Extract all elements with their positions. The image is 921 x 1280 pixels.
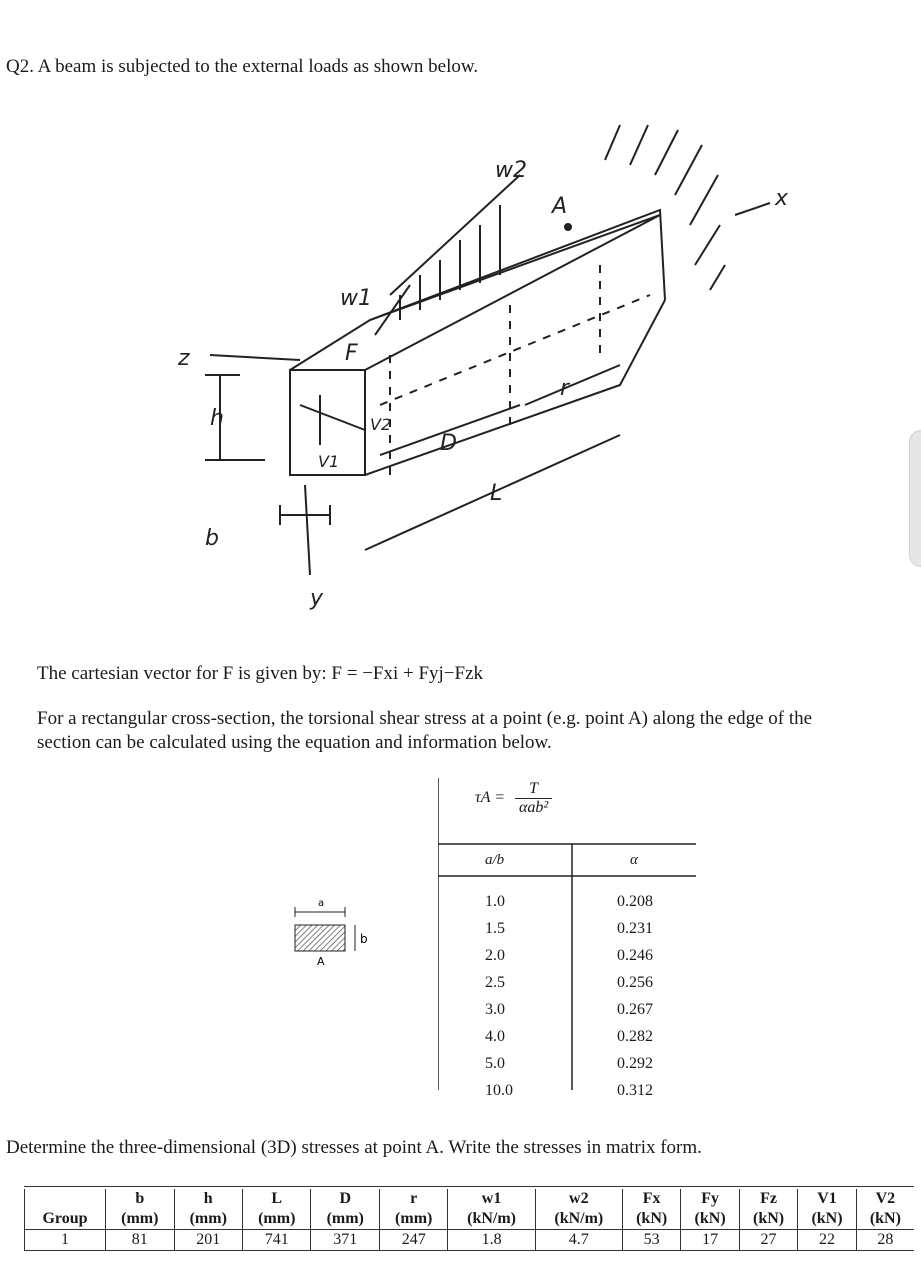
label-V2: V2 [370,415,392,434]
table-cell: 371 [311,1230,379,1251]
label-z: z [178,346,190,371]
unit-cell: (mm) [174,1209,242,1230]
point-A-marker [564,223,572,231]
symbol-cell: w2 [535,1189,622,1209]
symbol-cell: Fx [622,1189,680,1209]
label-A: A [552,194,568,219]
torsion-paragraph [37,707,917,755]
x-axis [735,203,770,215]
alpha-table-ab-column [485,888,513,1104]
table-row [25,1230,915,1251]
cs-label-a: a [318,898,325,909]
alpha-value: 0.312 [617,1082,653,1099]
table-cell: 201 [174,1230,242,1251]
label-x: x [775,186,789,211]
unit-cell: (kN/m) [535,1209,622,1230]
ab-value: 2.0 [485,947,505,964]
ab-value: 1.0 [485,893,505,910]
question-title: Q2. A beam is subjected to the external loads as shown below. [6,56,479,77]
paragraph-line-2: section can be calculated using the equation and information below. [37,731,552,753]
table-cell: 1.8 [448,1230,535,1251]
table-cell: 28 [856,1230,914,1251]
cross-section-rect [295,925,345,951]
alpha-value: 0.267 [617,1001,653,1018]
alpha-table-header-ab: a/b [485,852,505,868]
data-table [24,1189,914,1251]
table-cell: 1 [25,1230,106,1251]
unit-cell: (kN/m) [448,1209,535,1230]
table-cell: 22 [798,1230,856,1251]
alpha-value: 0.256 [617,974,653,991]
units-row [25,1209,915,1230]
unit-cell: (kN) [739,1209,797,1230]
unit-cell: (mm) [106,1209,174,1230]
label-b: b [205,526,219,551]
z-axis [210,355,300,360]
ab-value: 5.0 [485,1055,505,1072]
label-w1: w1 [340,286,372,311]
symbol-cell: V1 [798,1189,856,1209]
r-dimension [525,365,620,405]
table-cell: 741 [243,1230,311,1251]
alpha-value: 0.208 [617,893,653,910]
alpha-table-alpha-column [617,888,653,1104]
table-cell: 81 [106,1230,174,1251]
cs-label-b: b [360,932,368,946]
alpha-value: 0.231 [617,920,653,937]
unit-cell: (kN) [856,1209,914,1230]
beam-bottom-edge [365,300,665,475]
symbol-cell: D [311,1189,379,1209]
symbol-cell: b [106,1189,174,1209]
symbol-cell: L [243,1189,311,1209]
alpha-table-header-alpha: α [630,852,638,868]
label-L: L [490,481,503,506]
unit-cell: (mm) [311,1209,379,1230]
beam-figure [150,105,830,640]
alpha-value: 0.246 [617,947,653,964]
symbol-cell: w1 [448,1189,535,1209]
ab-value: 4.0 [485,1028,505,1045]
unit-cell: (kN) [681,1209,739,1230]
unit-cell: (mm) [243,1209,311,1230]
unit-cell: (mm) [379,1209,447,1230]
table-cell: 247 [379,1230,447,1251]
ab-value: 10.0 [485,1082,513,1099]
label-h: h [210,406,224,431]
wall-hatch [605,125,725,290]
beam-top-edge [370,210,665,320]
unit-cell: (kN) [798,1209,856,1230]
ab-value: 1.5 [485,920,505,937]
symbols-row [25,1189,915,1209]
unit-cell: (kN) [622,1209,680,1230]
alpha-value: 0.282 [617,1028,653,1045]
ab-value: 3.0 [485,1001,505,1018]
symbol-cell: h [174,1189,242,1209]
symbol-cell [25,1189,106,1209]
table-cell: 53 [622,1230,680,1251]
paragraph-line-1: For a rectangular cross-section, the torsional shear stress at a point (e.g. point A) along the edge of the [37,708,813,729]
label-y: y [310,586,324,611]
symbol-cell: Fz [739,1189,797,1209]
determine-instruction: Determine the three-dimensional (3D) stresses at point A. Write the stresses in matrix form. [6,1137,702,1158]
symbol-cell: Fy [681,1189,739,1209]
symbol-cell: V2 [856,1189,914,1209]
label-D: D [440,431,457,456]
table-cell: 27 [739,1230,797,1251]
alpha-value: 0.292 [617,1055,653,1072]
symbol-cell: r [379,1189,447,1209]
V2-arrow [300,405,365,430]
formula-numerator: T [515,780,552,799]
table-cell: 17 [681,1230,739,1251]
label-F: F [345,341,358,366]
label-w2: w2 [495,158,527,183]
label-V1: V1 [318,452,340,471]
y-axis [305,485,310,575]
b-dimension [280,505,330,525]
unit-cell: Group [25,1209,106,1230]
data-table-top-border [24,1186,914,1187]
cross-section-figure [290,890,375,970]
formula-lhs: τA = [475,789,506,807]
label-r: r [560,376,570,401]
table-cell: 4.7 [535,1230,622,1251]
vector-description: The cartesian vector for F is given by: F = −Fxi + Fyj−Fzk [37,663,484,684]
alpha-table-lines [438,778,698,1098]
ab-value: 2.5 [485,974,505,991]
formula-denominator: αab² [519,799,549,816]
cs-label-A: A [317,955,325,968]
scroll-handle[interactable] [909,430,921,567]
